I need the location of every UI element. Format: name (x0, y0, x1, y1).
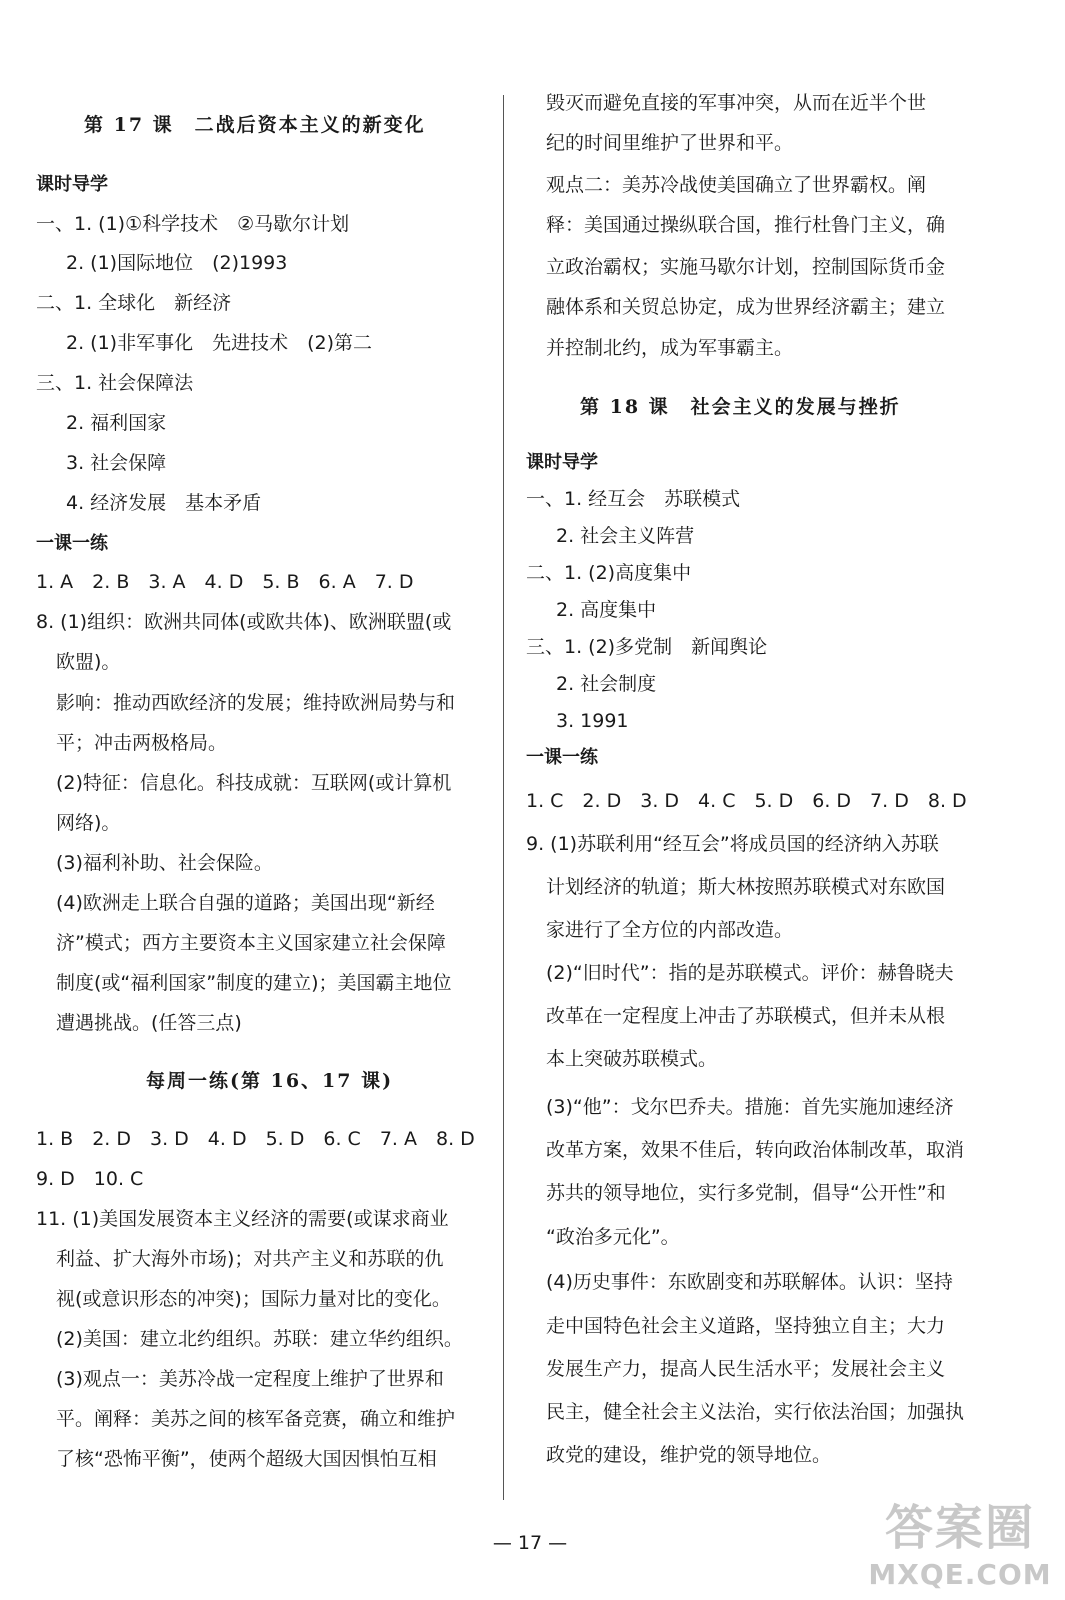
answer-line: 二、1. 全球化 新经济 (36, 292, 232, 314)
answer-line: 三、1. 社会保障法 (36, 372, 194, 394)
answer-line: 平。阐释：美苏之间的核军备竞赛，确立和维护 (56, 1408, 456, 1430)
answer-line: (4)欧洲走上联合自强的道路；美国出现“新经 (56, 892, 435, 914)
answer-line: 三、1. (2)多党制 新闻舆论 (526, 636, 768, 658)
watermark-logo (865, 1500, 1055, 1595)
answer-line: 8. (1)组织：欧洲共同体(或欧共体)、欧洲联盟(或 (36, 611, 452, 633)
answer-line: 改革方案，效果不佳后，转向政治体制改革，取消 (546, 1139, 965, 1161)
answer-line: 并控制北约，成为军事霸主。 (546, 337, 794, 359)
answer-line: 一、1. (1)①科学技术 ②马歇尔计划 (36, 213, 350, 235)
answer-line: 视(或意识形态的冲突)；国际力量对比的变化。 (56, 1288, 451, 1310)
answer-line: 9. (1)苏联利用“经互会”将成员国的经济纳入苏联 (526, 833, 939, 855)
answer-line: 二、1. (2)高度集中 (526, 562, 692, 584)
answer-line: 释：美国通过操纵联合国，推行杜鲁门主义，确 (546, 214, 946, 236)
watermark-bottom-text: MXQE.COM (868, 1558, 1052, 1591)
answer-line: 遭遇挑战。(任答三点) (56, 1012, 242, 1034)
answer-line: 民主，健全社会主义法治，实行依法治国；加强执 (546, 1401, 965, 1423)
answer-line: 融体系和关贸总协定，成为世界经济霸主；建立 (546, 296, 946, 318)
answer-line: 欧盟)。 (56, 651, 121, 673)
section-label-guide: 课时导学 (36, 174, 108, 195)
answer-line: 发展生产力，提高人民生活水平；发展社会主义 (546, 1358, 946, 1380)
answer-line: 网络)。 (56, 812, 121, 834)
answer-line: 走中国特色社会主义道路，坚持独立自主；大力 (546, 1315, 946, 1337)
answer-line: 平；冲击两极格局。 (56, 732, 228, 754)
answer-line: 2. 社会制度 (556, 673, 657, 695)
answer-line: 11. (1)美国发展资本主义经济的需要(或谋求商业 (36, 1208, 449, 1230)
answer-line: 本上突破苏联模式。 (546, 1048, 718, 1070)
answer-line: (3)福利补助、社会保险。 (56, 852, 273, 874)
answer-line: 利益、扩大海外市场)；对共产主义和苏联的仇 (56, 1248, 444, 1270)
answer-line: 苏共的领导地位，实行多党制，倡导“公开性”和 (546, 1182, 946, 1204)
lesson-18-title: 第 18 课 社会主义的发展与挫折 (580, 396, 901, 418)
answer-line: 纪的时间里维护了世界和平。 (546, 132, 794, 154)
answer-line: 观点二：美苏冷战使美国确立了世界霸权。阐 (546, 174, 927, 196)
answer-line: (2)美国：建立北约组织。苏联：建立华约组织。 (56, 1328, 463, 1350)
answer-line: 1. C 2. D 3. D 4. C 5. D 6. D 7. D 8. D (526, 790, 967, 812)
answer-line: 一、1. 经互会 苏联模式 (526, 488, 741, 510)
answer-line: 计划经济的轨道；斯大林按照苏联模式对东欧国 (546, 876, 946, 898)
answer-line: 改革在一定程度上冲击了苏联模式，但并未从根 (546, 1005, 946, 1027)
answer-line: “政治多元化”。 (546, 1226, 680, 1248)
answer-line: 2. (1)国际地位 (2)1993 (66, 252, 288, 274)
answer-line: 立政治霸权；实施马歇尔计划，控制国际货币金 (546, 256, 946, 278)
answer-line: 2. (1)非军事化 先进技术 (2)第二 (66, 332, 372, 354)
answer-line: 1. A 2. B 3. A 4. D 5. B 6. A 7. D (36, 571, 414, 593)
section-label-guide: 课时导学 (526, 452, 598, 473)
answer-line: 3. 1991 (556, 710, 629, 732)
answer-line: (2)“旧时代”：指的是苏联模式。评价：赫鲁晓夫 (546, 962, 954, 984)
answer-line: 2. 福利国家 (66, 412, 167, 434)
answer-line: 9. D 10. C (36, 1168, 144, 1190)
answer-line: 2. 社会主义阵营 (556, 525, 695, 547)
answer-line: (3)观点一：美苏冷战一定程度上维护了世界和 (56, 1368, 444, 1390)
answer-line: (3)“他”：戈尔巴乔夫。措施：首先实施加速经济 (546, 1096, 954, 1118)
answer-line: 政党的建设，维护党的领导地位。 (546, 1444, 832, 1466)
weekly-practice-title: 每周一练(第 16、17 课) (146, 1070, 394, 1092)
answer-line: 家进行了全方位的内部改造。 (546, 919, 794, 941)
column-divider (503, 95, 504, 1500)
watermark-top-text: 答案圈 (884, 1500, 1035, 1556)
answer-line: 4. 经济发展 基本矛盾 (66, 492, 262, 514)
answer-line: (4)历史事件：东欧剧变和苏联解体。认识：坚持 (546, 1271, 953, 1293)
answer-line: 毁灭而避免直接的军事冲突，从而在近半个世 (546, 92, 927, 114)
section-label-practice: 一课一练 (36, 533, 108, 554)
answer-line: 3. 社会保障 (66, 452, 167, 474)
answer-line: 1. B 2. D 3. D 4. D 5. D 6. C 7. A 8. D (36, 1128, 475, 1150)
answer-line: 了核“恐怖平衡”，使两个超级大国因惧怕互相 (56, 1448, 437, 1470)
answer-line: 影响：推动西欧经济的发展；维持欧洲局势与和 (56, 692, 456, 714)
section-label-practice: 一课一练 (526, 747, 598, 768)
answer-line: (2)特征：信息化。科技成就：互联网(或计算机 (56, 772, 452, 794)
answer-line: 2. 高度集中 (556, 599, 657, 621)
answer-line: 济”模式；西方主要资本主义国家建立社会保障 (56, 932, 446, 954)
page-number: — 17 — (492, 1532, 568, 1554)
answer-line: 制度(或“福利国家”制度的建立)；美国霸主地位 (56, 972, 452, 994)
lesson-17-title: 第 17 课 二战后资本主义的新变化 (84, 114, 426, 136)
